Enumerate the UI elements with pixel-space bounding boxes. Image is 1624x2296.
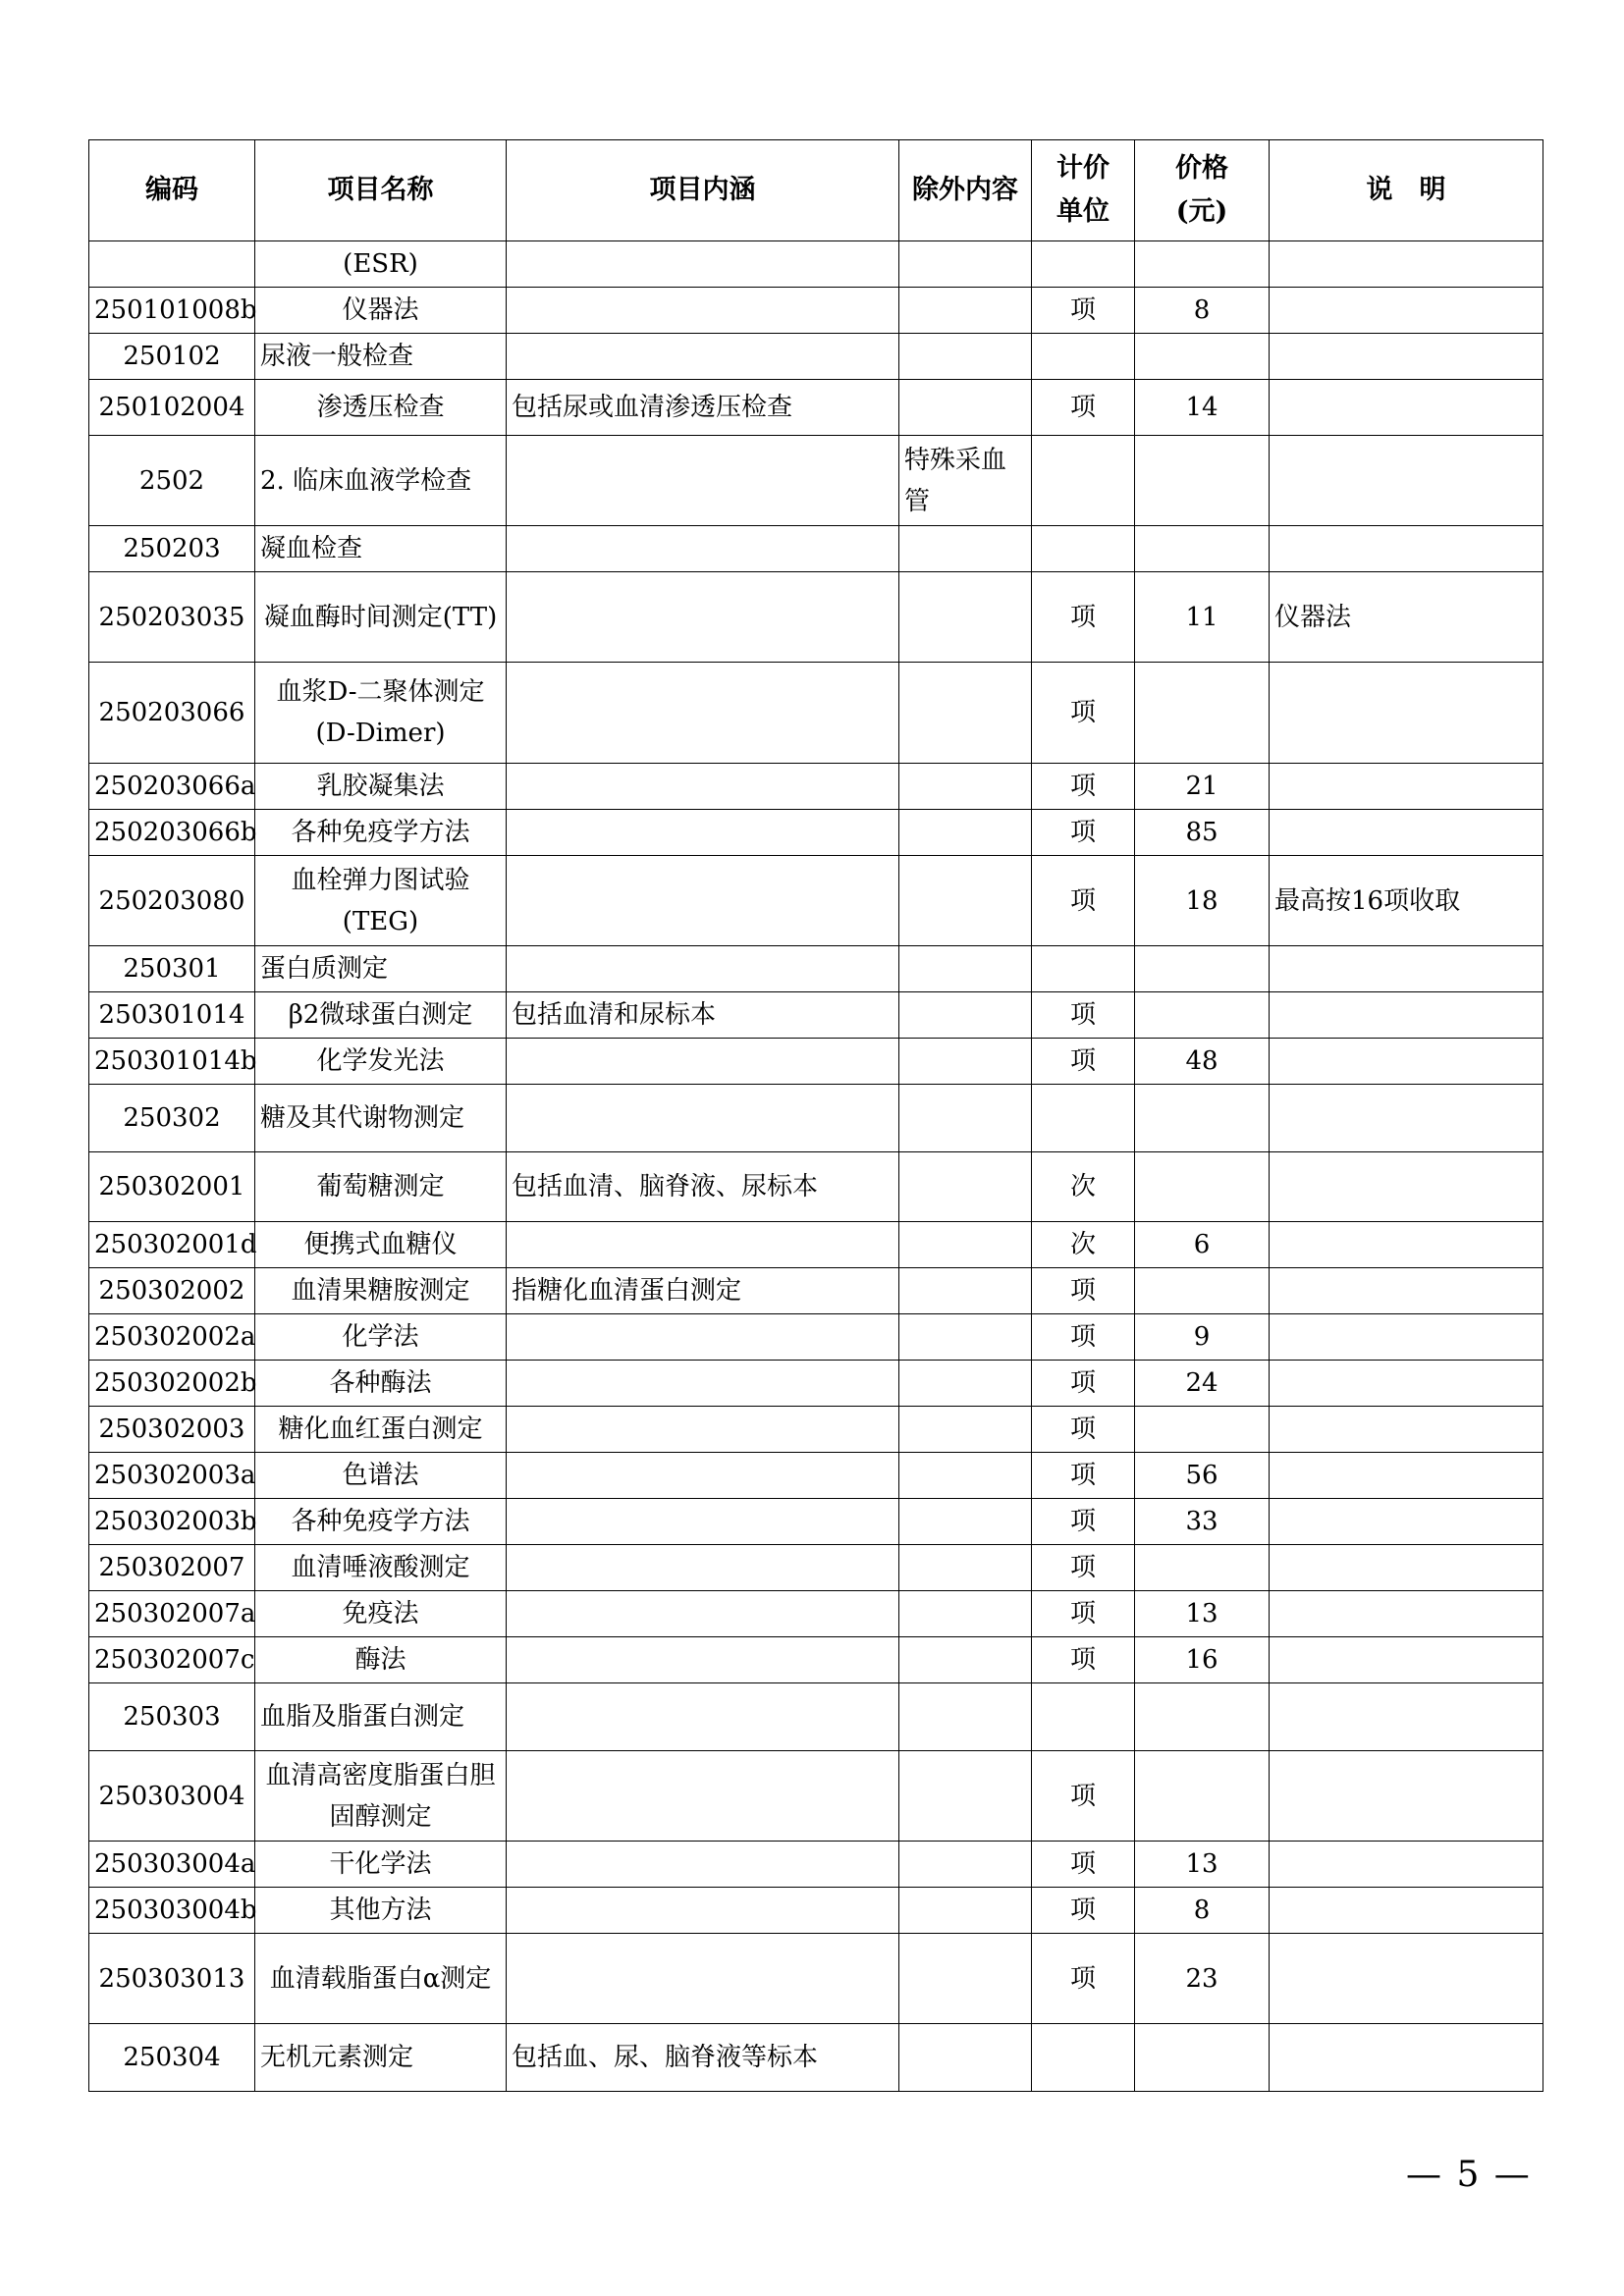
row-note: 仪器法 (1270, 572, 1543, 663)
row-content (507, 334, 899, 380)
row-unit: 项 (1032, 1888, 1135, 1934)
row-unit: 项 (1032, 1499, 1135, 1545)
row-excluded (899, 663, 1032, 764)
header-unit: 计价 单位 (1032, 140, 1135, 241)
table-row (89, 288, 1543, 334)
row-content (507, 1039, 899, 1085)
row-price: 85 (1135, 810, 1270, 856)
row-unit: 项 (1032, 380, 1135, 436)
row-name: 葡萄糖测定 (255, 1152, 507, 1222)
row-unit (1032, 946, 1135, 992)
table-row (89, 1888, 1543, 1934)
row-excluded (899, 1222, 1032, 1268)
row-name: 糖及其代谢物测定 (255, 1085, 507, 1152)
row-excluded (899, 241, 1032, 288)
row-note (1270, 992, 1543, 1039)
header-name: 项目名称 (255, 140, 507, 241)
row-unit: 项 (1032, 1314, 1135, 1361)
row-price (1135, 526, 1270, 572)
row-note (1270, 1591, 1543, 1637)
row-name: 便携式血糖仪 (255, 1222, 507, 1268)
row-excluded (899, 1888, 1032, 1934)
row-content (507, 288, 899, 334)
row-code: 250302 (89, 1085, 255, 1152)
row-name: (ESR) (255, 241, 507, 288)
row-price: 21 (1135, 764, 1270, 810)
row-code: 250203066 (89, 663, 255, 764)
row-content: 包括血、尿、脑脊液等标本 (507, 2024, 899, 2092)
row-code: 250203 (89, 526, 255, 572)
table-row (89, 1545, 1543, 1591)
row-content (507, 572, 899, 663)
row-name: 渗透压检查 (255, 380, 507, 436)
row-unit: 项 (1032, 1268, 1135, 1314)
row-unit: 项 (1032, 1934, 1135, 2024)
row-code: 250303004 (89, 1751, 255, 1842)
table-row (89, 992, 1543, 1039)
row-unit: 项 (1032, 288, 1135, 334)
row-price: 6 (1135, 1222, 1270, 1268)
header-price: 价格 (元) (1135, 140, 1270, 241)
row-name: 仪器法 (255, 288, 507, 334)
row-unit (1032, 526, 1135, 572)
row-note (1270, 526, 1543, 572)
row-excluded (899, 288, 1032, 334)
row-name: β2微球蛋白测定 (255, 992, 507, 1039)
table-row (89, 764, 1543, 810)
row-code: 250203035 (89, 572, 255, 663)
row-unit: 项 (1032, 1361, 1135, 1407)
row-code: 250302001d (89, 1222, 255, 1268)
row-excluded (899, 1751, 1032, 1842)
table-row (89, 1085, 1543, 1152)
row-unit: 项 (1032, 663, 1135, 764)
row-code: 250302001 (89, 1152, 255, 1222)
row-code: 250302007a (89, 1591, 255, 1637)
row-unit: 项 (1032, 810, 1135, 856)
table-row (89, 572, 1543, 663)
row-name: 血清果糖胺测定 (255, 1268, 507, 1314)
row-note (1270, 1085, 1543, 1152)
row-content (507, 436, 899, 526)
row-code: 250203080 (89, 856, 255, 946)
row-excluded (899, 810, 1032, 856)
row-name: 血栓弹力图试验(TEG) (255, 856, 507, 946)
row-name: 色谱法 (255, 1453, 507, 1499)
row-code: 250203066b (89, 810, 255, 856)
row-content (507, 1637, 899, 1683)
row-price: 33 (1135, 1499, 1270, 1545)
row-name: 凝血检查 (255, 526, 507, 572)
row-price: 14 (1135, 380, 1270, 436)
row-unit (1032, 436, 1135, 526)
row-excluded (899, 1453, 1032, 1499)
row-price (1135, 2024, 1270, 2092)
row-code: 250302003 (89, 1407, 255, 1453)
row-note (1270, 764, 1543, 810)
row-name: 各种免疫学方法 (255, 810, 507, 856)
row-price (1135, 1407, 1270, 1453)
row-excluded (899, 1361, 1032, 1407)
row-excluded (899, 572, 1032, 663)
row-name: 酶法 (255, 1637, 507, 1683)
table-row (89, 1499, 1543, 1545)
row-unit: 项 (1032, 1591, 1135, 1637)
table-row (89, 1039, 1543, 1085)
row-excluded (899, 946, 1032, 992)
row-name: 血清唾液酸测定 (255, 1545, 507, 1591)
row-note: 最高按16项收取 (1270, 856, 1543, 946)
row-price: 18 (1135, 856, 1270, 946)
row-content (507, 1085, 899, 1152)
header-excluded: 除外内容 (899, 140, 1032, 241)
row-code: 250303013 (89, 1934, 255, 2024)
table-row (89, 1361, 1543, 1407)
row-code: 250302007 (89, 1545, 255, 1591)
row-note (1270, 810, 1543, 856)
row-content (507, 1591, 899, 1637)
table-body (89, 241, 1543, 2092)
row-code: 250302002b (89, 1361, 255, 1407)
row-content (507, 946, 899, 992)
row-unit: 项 (1032, 572, 1135, 663)
row-content (507, 526, 899, 572)
row-code: 250304 (89, 2024, 255, 2092)
table-row (89, 1222, 1543, 1268)
row-name: 尿液一般检查 (255, 334, 507, 380)
row-name: 各种酶法 (255, 1361, 507, 1407)
header-code: 编码 (89, 140, 255, 241)
row-price: 16 (1135, 1637, 1270, 1683)
row-price: 56 (1135, 1453, 1270, 1499)
table-row (89, 380, 1543, 436)
row-content (507, 1934, 899, 2024)
row-price (1135, 1085, 1270, 1152)
row-content (507, 1545, 899, 1591)
row-unit: 项 (1032, 992, 1135, 1039)
row-note (1270, 1268, 1543, 1314)
row-code: 250203066a (89, 764, 255, 810)
row-note (1270, 1545, 1543, 1591)
row-excluded (899, 992, 1032, 1039)
row-content (507, 764, 899, 810)
row-code: 250302007c (89, 1637, 255, 1683)
row-price: 11 (1135, 572, 1270, 663)
table-row (89, 946, 1543, 992)
row-excluded (899, 1842, 1032, 1888)
row-unit: 项 (1032, 1842, 1135, 1888)
row-note (1270, 380, 1543, 436)
row-excluded (899, 856, 1032, 946)
row-excluded (899, 1683, 1032, 1751)
row-price: 13 (1135, 1842, 1270, 1888)
row-price (1135, 334, 1270, 380)
row-price: 24 (1135, 1361, 1270, 1407)
row-content (507, 1222, 899, 1268)
row-unit: 项 (1032, 1453, 1135, 1499)
row-price: 9 (1135, 1314, 1270, 1361)
row-code: 250301014 (89, 992, 255, 1039)
row-price: 23 (1135, 1934, 1270, 2024)
row-content (507, 856, 899, 946)
row-excluded (899, 380, 1032, 436)
row-name: 凝血酶时间测定(TT) (255, 572, 507, 663)
row-excluded: 特殊采血管 (899, 436, 1032, 526)
row-content (507, 1751, 899, 1842)
table-row (89, 1934, 1543, 2024)
row-note (1270, 1842, 1543, 1888)
row-note (1270, 663, 1543, 764)
row-note (1270, 1934, 1543, 2024)
row-content (507, 1361, 899, 1407)
table-row (89, 1683, 1543, 1751)
row-price: 8 (1135, 288, 1270, 334)
row-code: 250301014b (89, 1039, 255, 1085)
row-unit: 项 (1032, 1407, 1135, 1453)
row-code: 250302003a (89, 1453, 255, 1499)
row-excluded (899, 1591, 1032, 1637)
row-excluded (899, 1545, 1032, 1591)
row-content (507, 241, 899, 288)
row-content: 指糖化血清蛋白测定 (507, 1268, 899, 1314)
row-note (1270, 334, 1543, 380)
row-note (1270, 1637, 1543, 1683)
row-code: 250303004a (89, 1842, 255, 1888)
row-unit: 次 (1032, 1222, 1135, 1268)
row-note (1270, 1499, 1543, 1545)
row-note (1270, 1888, 1543, 1934)
row-price (1135, 1545, 1270, 1591)
row-unit: 项 (1032, 856, 1135, 946)
row-price (1135, 436, 1270, 526)
table-row (89, 526, 1543, 572)
row-name: 无机元素测定 (255, 2024, 507, 2092)
row-note (1270, 1152, 1543, 1222)
table-row (89, 1751, 1543, 1842)
header-content: 项目内涵 (507, 140, 899, 241)
table-row (89, 2024, 1543, 2092)
row-note (1270, 1039, 1543, 1085)
row-name: 各种免疫学方法 (255, 1499, 507, 1545)
row-excluded (899, 1039, 1032, 1085)
row-name: 血浆D-二聚体测定(D-Dimer) (255, 663, 507, 764)
row-content (507, 1314, 899, 1361)
row-unit (1032, 1683, 1135, 1751)
row-note (1270, 241, 1543, 288)
row-excluded (899, 526, 1032, 572)
row-name: 血清载脂蛋白α测定 (255, 1934, 507, 2024)
row-code: 250102004 (89, 380, 255, 436)
row-name: 血脂及脂蛋白测定 (255, 1683, 507, 1751)
row-content (507, 1888, 899, 1934)
row-excluded (899, 1637, 1032, 1683)
row-unit: 项 (1032, 764, 1135, 810)
row-code (89, 241, 255, 288)
row-unit: 项 (1032, 1637, 1135, 1683)
row-excluded (899, 1934, 1032, 2024)
row-code: 250301 (89, 946, 255, 992)
row-note (1270, 946, 1543, 992)
row-unit: 项 (1032, 1751, 1135, 1842)
row-unit (1032, 2024, 1135, 2092)
row-name: 其他方法 (255, 1888, 507, 1934)
row-unit: 项 (1032, 1545, 1135, 1591)
row-unit: 次 (1032, 1152, 1135, 1222)
row-name: 乳胶凝集法 (255, 764, 507, 810)
table-row (89, 1637, 1543, 1683)
row-name: 免疫法 (255, 1591, 507, 1637)
row-name: 蛋白质测定 (255, 946, 507, 992)
row-note (1270, 1751, 1543, 1842)
row-note (1270, 1453, 1543, 1499)
row-note (1270, 1222, 1543, 1268)
table-row (89, 663, 1543, 764)
table-row (89, 1152, 1543, 1222)
row-code: 250101008b (89, 288, 255, 334)
row-content (507, 1453, 899, 1499)
row-price (1135, 946, 1270, 992)
row-price (1135, 663, 1270, 764)
row-excluded (899, 1314, 1032, 1361)
price-table (88, 139, 1543, 2092)
row-code: 250302002a (89, 1314, 255, 1361)
row-code: 2502 (89, 436, 255, 526)
row-excluded (899, 764, 1032, 810)
row-content (507, 810, 899, 856)
row-content (507, 1683, 899, 1751)
row-name: 化学发光法 (255, 1039, 507, 1085)
row-note (1270, 2024, 1543, 2092)
row-price (1135, 241, 1270, 288)
row-code: 250303 (89, 1683, 255, 1751)
row-note (1270, 1361, 1543, 1407)
row-content (507, 1499, 899, 1545)
table-row (89, 1453, 1543, 1499)
table-row (89, 241, 1543, 288)
row-name: 糖化血红蛋白测定 (255, 1407, 507, 1453)
row-code: 250303004b (89, 1888, 255, 1934)
table-row (89, 1591, 1543, 1637)
row-price: 48 (1135, 1039, 1270, 1085)
table-row (89, 810, 1543, 856)
row-content (507, 1407, 899, 1453)
row-name: 化学法 (255, 1314, 507, 1361)
row-content (507, 663, 899, 764)
row-code: 250102 (89, 334, 255, 380)
row-excluded (899, 2024, 1032, 2092)
row-unit: 项 (1032, 1039, 1135, 1085)
row-note (1270, 436, 1543, 526)
table-row (89, 334, 1543, 380)
table-row (89, 856, 1543, 946)
row-price: 13 (1135, 1591, 1270, 1637)
row-content (507, 1842, 899, 1888)
row-excluded (899, 1152, 1032, 1222)
row-content: 包括尿或血清渗透压检查 (507, 380, 899, 436)
row-note (1270, 288, 1543, 334)
row-name: 2. 临床血液学检查 (255, 436, 507, 526)
table-row (89, 1268, 1543, 1314)
row-price (1135, 1683, 1270, 1751)
page-number: — 5 — (1406, 2155, 1532, 2195)
row-note (1270, 1314, 1543, 1361)
header-note: 说 明 (1270, 140, 1543, 241)
row-price (1135, 992, 1270, 1039)
row-unit (1032, 334, 1135, 380)
row-unit (1032, 241, 1135, 288)
row-excluded (899, 1407, 1032, 1453)
row-content: 包括血清和尿标本 (507, 992, 899, 1039)
row-excluded (899, 1268, 1032, 1314)
row-price: 8 (1135, 1888, 1270, 1934)
row-excluded (899, 1499, 1032, 1545)
row-unit (1032, 1085, 1135, 1152)
row-price (1135, 1152, 1270, 1222)
row-note (1270, 1407, 1543, 1453)
table-row (89, 1407, 1543, 1453)
row-name: 干化学法 (255, 1842, 507, 1888)
row-content: 包括血清、脑脊液、尿标本 (507, 1152, 899, 1222)
table-row (89, 436, 1543, 526)
row-excluded (899, 1085, 1032, 1152)
row-price (1135, 1751, 1270, 1842)
row-code: 250302003b (89, 1499, 255, 1545)
table-row (89, 1314, 1543, 1361)
row-price (1135, 1268, 1270, 1314)
row-note (1270, 1683, 1543, 1751)
header-row (89, 140, 1543, 241)
table-row (89, 1842, 1543, 1888)
row-code: 250302002 (89, 1268, 255, 1314)
row-excluded (899, 334, 1032, 380)
row-name: 血清高密度脂蛋白胆固醇测定 (255, 1751, 507, 1842)
